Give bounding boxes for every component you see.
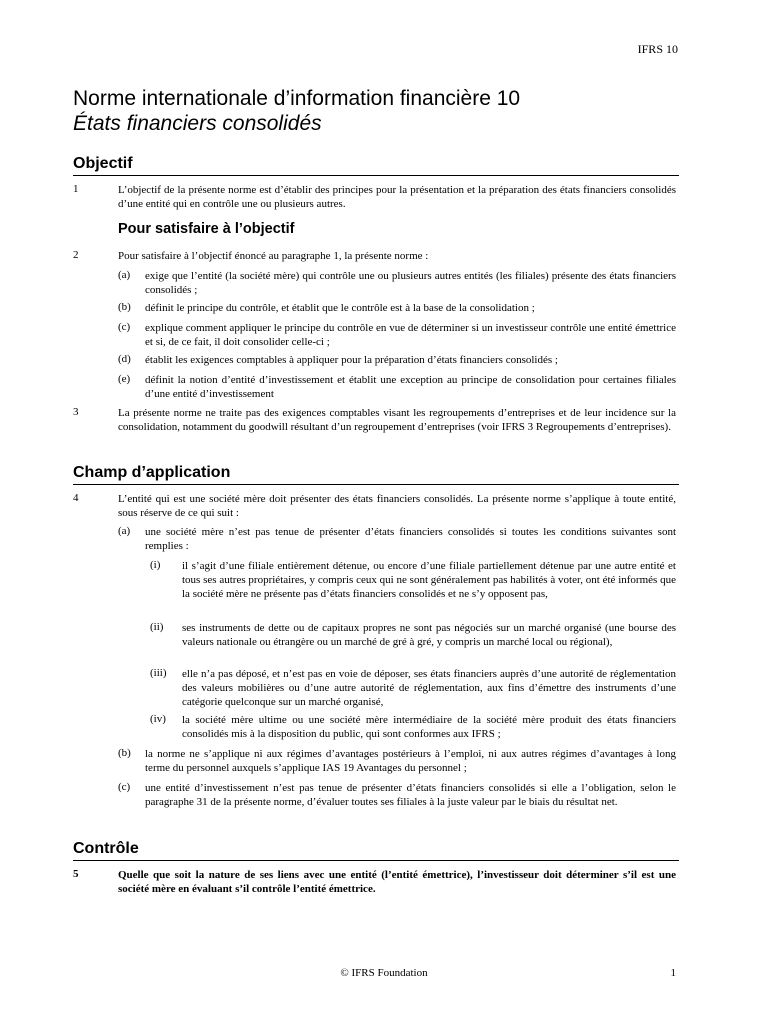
paragraph-intro: Pour satisfaire à l’objectif énoncé au paragraphe 1, la présente norme : [118, 250, 429, 262]
sublist-label: (i) [150, 559, 161, 571]
list-item: exige que l’entité (la société mère) qui contrôle une ou plusieurs autres entités (les filiales) présente des états financiers consolidés ; [145, 270, 676, 296]
sublist-label: (iii) [150, 667, 167, 679]
paragraph-number: 2 [73, 249, 79, 261]
list-item: définit le principe du contrôle, et établit que le contrôle est à la base de la consolidation ; [145, 302, 535, 314]
list-label: (c) [118, 321, 131, 333]
sublist-label: (ii) [150, 621, 164, 633]
paragraph-number: 3 [73, 406, 79, 418]
paragraph-text: Quelle que soit la nature de ses liens avec une entité (l’entité émettrice), l’investisseur doit déterminer s’il est une société mère en évaluant s’il contrôle l’entité émettrice. [118, 869, 676, 895]
sublist-label: (iv) [150, 713, 166, 725]
page-title [73, 86, 520, 136]
subsection-heading: Pour satisfaire à l’objectif [118, 221, 295, 237]
footer-copyright: © IFRS Foundation [340, 967, 428, 979]
document-code: IFRS 10 [637, 42, 678, 56]
section-heading-objectif: Objectif [73, 155, 679, 176]
list-item: une entité d’investissement n’est pas tenue de présenter d’états financiers consolidés si elle a l’obligation, selon le paragraphe 31 de la présente norme, d’évaluer toutes ses filiales à la juste valeur par le biais du résultat net. [145, 782, 676, 808]
title-main: Norme internationale d’information financière 10 [73, 87, 521, 110]
list-label: (e) [118, 373, 131, 385]
paragraph-number: 5 [73, 868, 79, 880]
paragraph-text: L’objectif de la présente norme est d’établir des principes pour la présentation et la préparation des états financiers consolidés d’une entité qui en contrôle une ou plusieurs autres. [118, 184, 676, 210]
list-label: (b) [118, 301, 131, 313]
paragraph-text: La présente norme ne traite pas des exigences comptables visant les regroupements d’entreprises et de leur incidence sur la consolidation, notamment du goodwill résultant d’un regroupement d’entreprises (voir IFRS 3 Regroupements d’entreprises). [118, 407, 676, 433]
paragraph-intro: L’entité qui est une société mère doit présenter des états financiers consolidés. La présente norme s’applique à toute entité, sous réserve de ce qui suit : [118, 493, 676, 519]
sublist-item: il s’agit d’une filiale entièrement détenue, ou encore d’une filiale partiellement détenue par une autre entité et tous ses autres propriétaires, y compris ceux qui ne sont généralement pas habilités à voter, ont été informés que la société mère ne présente pas d’états financiers consolidés et ne s’y opposent pas, [182, 560, 676, 600]
sublist-item: elle n’a pas déposé, et n’est pas en voie de déposer, ses états financiers auprès d’une autorité de réglementation des valeurs mobilières ou d’une autre autorité de réglementation, aux fins d’émettre des instruments d’une catégorie quelconque sur un marché organisé, [182, 668, 676, 708]
list-item: explique comment appliquer le principe du contrôle en vue de déterminer si un investisseur contrôle une entité émettrice et si, de ce fait, il doit consolider celle-ci ; [145, 322, 676, 348]
list-item: une société mère n’est pas tenue de présenter d’états financiers consolidés si toutes les conditions suivantes sont remplies : [145, 526, 676, 552]
list-label: (a) [118, 269, 131, 281]
list-item: définit la notion d’entité d’investissement et établit une exception au principe de consolidation pour certaines filiales d’une entité d’investissement [145, 374, 676, 400]
section-heading-controle: Contrôle [73, 840, 679, 861]
paragraph-number: 4 [73, 492, 79, 504]
list-label: (a) [118, 525, 131, 537]
section-heading-champ: Champ d’application [73, 464, 679, 485]
paragraph-number: 1 [73, 183, 79, 195]
sublist-item: la société mère ultime ou une société mère intermédiaire de la société mère produit des états financiers consolidés mis à la disposition du public, qui sont conformes aux IFRS ; [182, 714, 676, 740]
list-label: (c) [118, 781, 131, 793]
page-number: 1 [670, 967, 676, 979]
list-item: la norme ne s’applique ni aux régimes d’avantages postérieurs à l’emploi, ni aux autres régimes d’avantages à long terme du personnel auxquels s’applique IAS 19 Avantages du personnel ; [145, 748, 676, 774]
title-subtitle: États financiers consolidés [73, 112, 322, 135]
list-item: établit les exigences comptables à appliquer pour la préparation d’états financiers consolidés ; [145, 354, 558, 366]
list-label: (d) [118, 353, 131, 365]
list-label: (b) [118, 747, 131, 759]
sublist-item: ses instruments de dette ou de capitaux propres ne sont pas négociés sur un marché organisé (une bourse des valeurs nationale ou étrangère ou un marché de gré à gré, y compris un marché local ou régional), [182, 622, 676, 648]
